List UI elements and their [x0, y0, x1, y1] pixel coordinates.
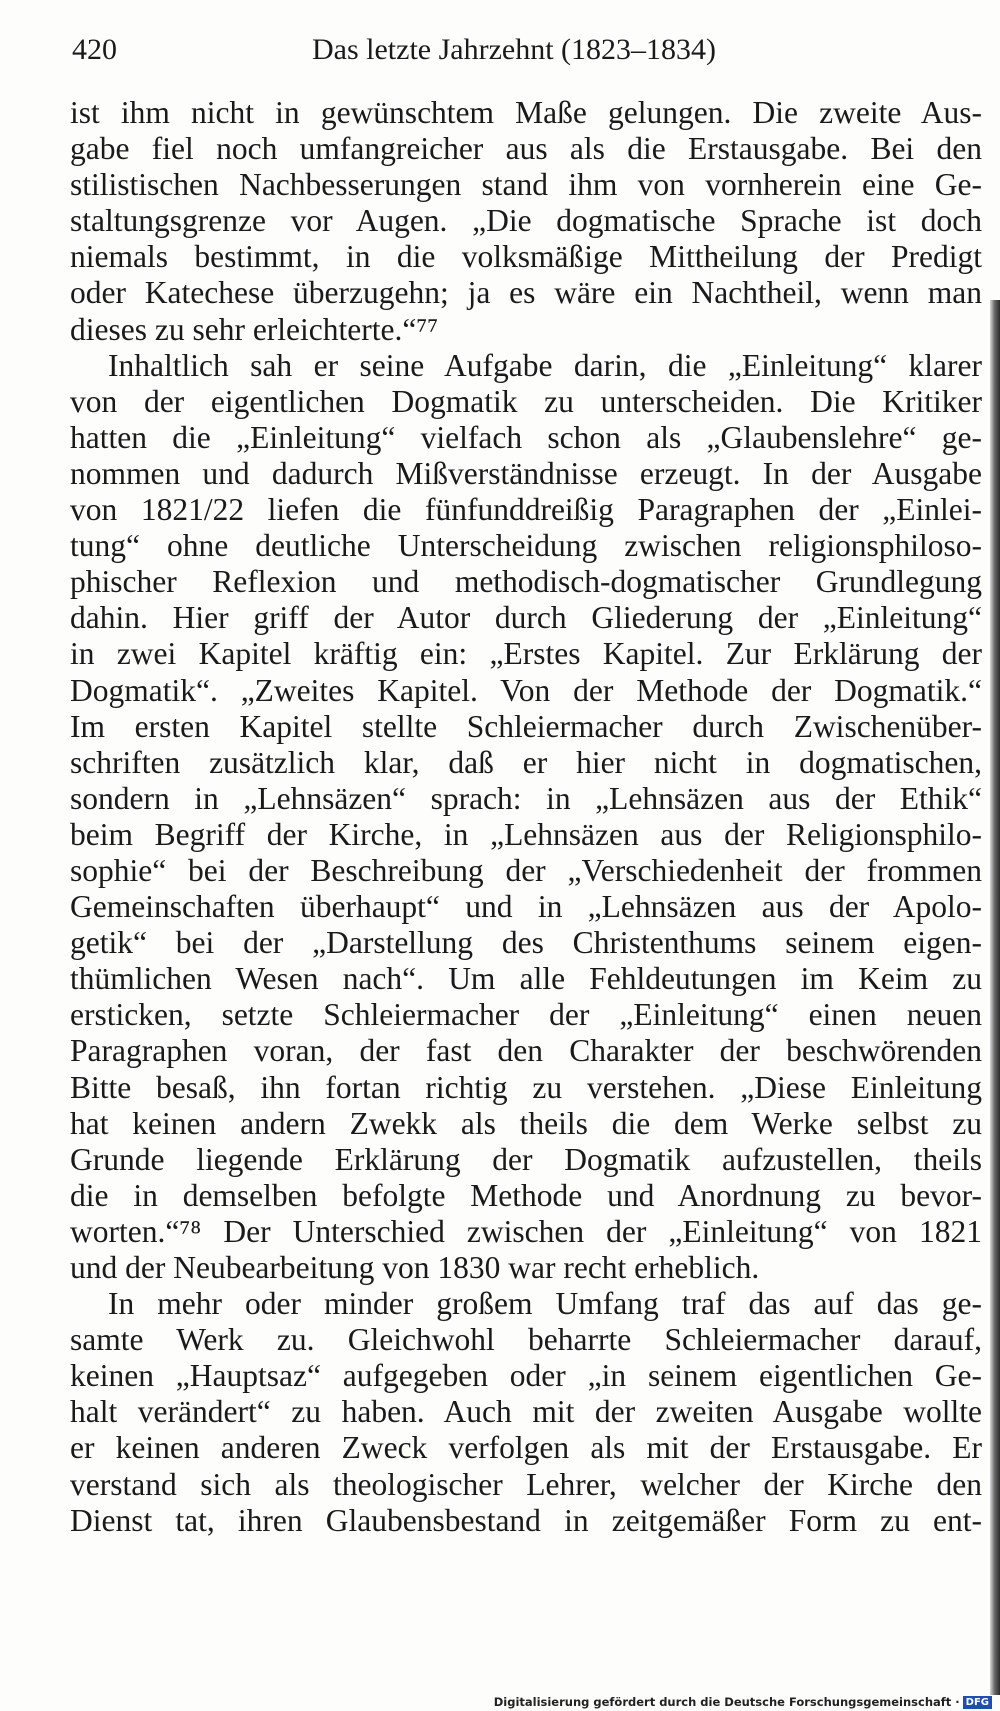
text-line: beim Begriff der Kirche, in „Lehnsäzen aus der Religionsphilo-: [70, 816, 982, 852]
text-line: hatten die „Einleitung“ vielfach schon als „Glaubenslehre“ ge-: [70, 419, 982, 455]
dfg-logo: DFG: [963, 1696, 992, 1709]
text-line: thümlichen Wesen nach“. Um alle Fehldeutungen im Keim zu: [70, 961, 982, 997]
text-line: staltungsgrenze vor Augen. „Die dogmatische Sprache ist doch: [70, 203, 982, 239]
text-line: Im ersten Kapitel stellte Schleiermacher durch Zwischenüber-: [70, 708, 982, 744]
text-line: oder Katechese überzugehn; ja es wäre ein Nachtheil, wenn man: [70, 275, 982, 311]
text-line: phischer Reflexion und methodisch-dogmatischer Grundlegung: [70, 564, 982, 600]
text-line: worten.“⁷⁸ Der Unterschied zwischen der „Einleitung“ von 1821: [70, 1213, 982, 1249]
text-line: dahin. Hier griff der Autor durch Gliederung der „Einleitung“: [70, 600, 982, 636]
text-line: sophie“ bei der Beschreibung der „Verschiedenheit der frommen: [70, 852, 982, 888]
text-line: getik“ bei der „Darstellung des Christenthums seinem eigen-: [70, 925, 982, 961]
text-line: von 1821/22 liefen die fünfunddreißig Paragraphen der „Einlei-: [70, 492, 982, 528]
text-line: gabe fiel noch umfangreicher aus als die Erstausgabe. Bei den: [70, 131, 982, 167]
text-line: Bitte besaß, ihn fortan richtig zu verstehen. „Diese Einleitung: [70, 1069, 982, 1105]
digitization-footer: [494, 1695, 992, 1709]
text-line: In mehr oder minder großem Umfang traf das auf das ge-: [108, 1286, 982, 1322]
text-line: hat keinen andern Zwekk als theils die dem Werke selbst zu: [70, 1105, 982, 1141]
text-line: halt verändert“ zu haben. Auch mit der zweiten Ausgabe wollte: [70, 1394, 982, 1430]
running-title: Das letzte Jahrzehnt (1823–1834): [312, 33, 717, 66]
text-line: die in demselben befolgte Methode und Anordnung zu bevor-: [70, 1177, 982, 1213]
text-line: niemals bestimmt, in die volksmäßige Mittheilung der Predigt: [70, 239, 982, 275]
text-line: Gemeinschaften überhaupt“ und in „Lehnsäzen aus der Apolo-: [70, 889, 982, 925]
text-line: und der Neubearbeitung von 1830 war recht erheblich.: [70, 1250, 760, 1285]
text-line: verstand sich als theologischer Lehrer, welcher der Kirche den: [70, 1466, 982, 1502]
text-line: samte Werk zu. Gleichwohl beharrte Schleiermacher darauf,: [70, 1322, 982, 1358]
text-line: stilistischen Nachbesserungen stand ihm von vornherein eine Ge-: [70, 167, 982, 203]
text-line: Dienst tat, ihren Glaubensbestand in zeitgemäßer Form zu ent-: [70, 1502, 982, 1538]
footer-text: Digitalisierung gefördert durch die Deutsche Forschungsgemeinschaft ·: [493, 1695, 960, 1709]
page-number: 420: [72, 33, 117, 66]
text-line: keinen „Hauptsaz“ aufgegeben oder „in seinem eigentlichen Ge-: [70, 1358, 982, 1394]
text-line: Inhaltlich sah er seine Aufgabe darin, die „Einleitung“ klarer: [108, 347, 982, 383]
body-text: [70, 95, 982, 1539]
text-line: Dogmatik“. „Zweites Kapitel. Von der Methode der Dogmatik.“: [70, 672, 982, 708]
text-line: dieses zu sehr erleichterte.“⁷⁷: [70, 311, 439, 347]
text-line: Grunde liegende Erklärung der Dogmatik aufzustellen, theils: [70, 1141, 982, 1177]
text-line: in zwei Kapitel kräftig ein: „Erstes Kapitel. Zur Erklärung der: [70, 636, 982, 672]
text-line: ist ihm nicht in gewünschtem Maße gelungen. Die zweite Aus-: [70, 95, 982, 130]
text-line: nommen und dadurch Mißverständnisse erzeugt. In der Ausgabe: [70, 455, 982, 491]
text-line: schriften zusätzlich klar, daß er hier nicht in dogmatischen,: [70, 744, 982, 780]
text-line: sondern in „Lehnsäzen“ sprach: in „Lehnsäzen aus der Ethik“: [70, 780, 982, 816]
text-line: Paragraphen voran, der fast den Charakter der beschwörenden: [70, 1033, 982, 1069]
text-line: ersticken, setzte Schleiermacher der „Einleitung“ einen neuen: [70, 997, 982, 1033]
text-line: tung“ ohne deutliche Unterscheidung zwischen religionsphiloso-: [70, 528, 982, 564]
text-line: von der eigentlichen Dogmatik zu unterscheiden. Die Kritiker: [70, 383, 982, 419]
page-edge-shadow: [990, 300, 1000, 1695]
text-line: er keinen anderen Zweck verfolgen als mit der Erstausgabe. Er: [70, 1430, 982, 1466]
